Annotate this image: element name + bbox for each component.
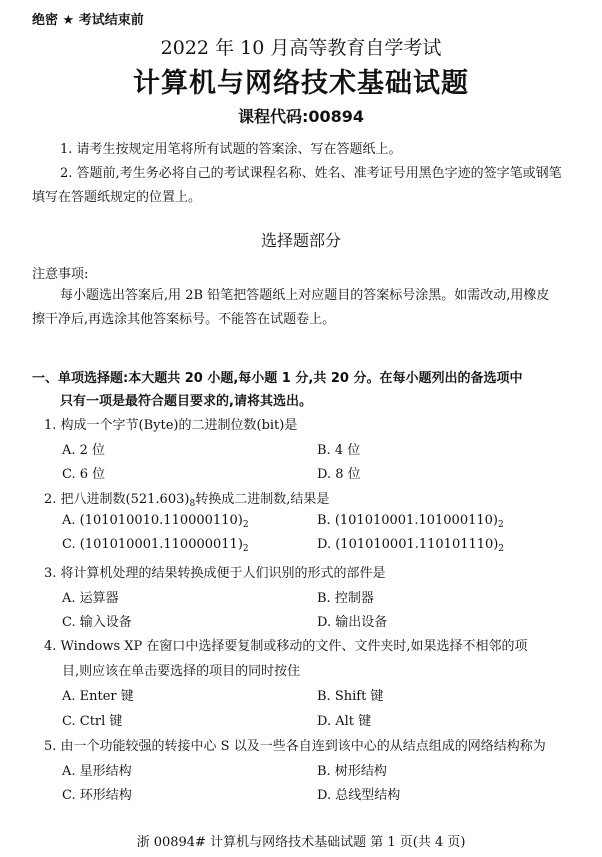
question-2-radix: 8	[189, 499, 196, 509]
question-4-option-a: A. Enter 键	[62, 689, 134, 704]
page-footer: 浙 00894# 计算机与网络技术基础试题 第 1 页(共 4 页)	[136, 835, 466, 850]
question-2-option-d	[317, 537, 504, 554]
question-4-option-c: C. Ctrl 键	[62, 714, 123, 729]
course-code: 课程代码:00894	[237, 107, 365, 126]
part-heading-line-2: 只有一项是最符合题目要求的,请将其选出。	[60, 394, 312, 409]
question-3-option-b: B. 控制器	[317, 591, 374, 606]
part-heading-line-1: 一、单项选择题:本大题共 20 小题,每小题 1 分,共 20 分。在每小题列出的备选项中	[32, 371, 523, 386]
question-2-option-c	[62, 537, 249, 554]
question-1-option-a: A. 2 位	[62, 443, 106, 458]
instruction-line-1: 1. 请考生按规定用笔将所有试题的答案涂、写在答题纸上。	[60, 142, 402, 157]
question-1-option-d: D. 8 位	[317, 467, 361, 482]
instruction-line-3: 填写在答题纸规定的位置上。	[32, 190, 202, 205]
instruction-line-2: 2. 答题前,考生务必将自己的考试课程名称、姓名、准考证号用黑色字迹的签字笔或钢笔	[60, 166, 562, 181]
question-2-option-d-radix: 2	[498, 544, 505, 554]
question-1-option-c: C. 6 位	[62, 467, 106, 482]
question-2-stem-pre: 2. 把八进制数(521.603)	[44, 492, 190, 507]
attention-line-1: 每小题选出答案后,用 2B 铅笔把答题纸上对应题目的答案标号涂黑。如需改动,用橡皮	[60, 288, 550, 303]
question-2-option-a	[62, 513, 249, 530]
question-5-option-d: D. 总线型结构	[317, 788, 401, 803]
question-2-option-b-radix: 2	[497, 520, 504, 530]
question-5-option-b: B. 树形结构	[317, 764, 387, 779]
question-5-option-c: C. 环形结构	[62, 788, 132, 803]
question-3-option-a: A. 运算器	[62, 591, 119, 606]
exam-title: 2022 年 10 月高等教育自学考试	[160, 37, 442, 59]
question-2-option-c-radix: 2	[242, 544, 249, 554]
question-2-option-b	[317, 513, 504, 530]
question-4-stem-line-2: 目,则应该在单击要选择的项目的同时按住	[62, 664, 301, 679]
question-4-option-d: D. Alt 键	[317, 714, 372, 729]
section-heading: 选择题部分	[260, 231, 341, 250]
question-2-option-b-text: B. (101010001.101000110)	[317, 513, 498, 528]
question-1-option-b: B. 4 位	[317, 443, 361, 458]
subject-title: 计算机与网络技术基础试题	[133, 68, 469, 99]
question-3-option-c: C. 输入设备	[62, 615, 132, 630]
confidential-mark: 绝密 ★ 考试结束前	[32, 13, 144, 28]
question-5-stem: 5. 由一个功能较强的转接中心 S 以及一些各自连到该中心的从结点组成的网络结构称为	[44, 739, 546, 754]
question-2-option-c-text: C. (101010001.110000011)	[62, 537, 243, 552]
question-4-stem-line-1: 4. Windows XP 在窗口中选择要复制或移动的文件、文件夹时,如果选择不相邻的项	[44, 639, 528, 654]
question-2-option-d-text: D. (101010001.110101110)	[317, 537, 499, 552]
question-2-stem-post: 转换成二进制数,结果是	[195, 492, 330, 507]
question-2-option-a-text: A. (101010010.110000110)	[62, 513, 243, 528]
attention-label: 注意事项:	[32, 267, 89, 282]
question-2-option-a-radix: 2	[242, 520, 249, 530]
question-2-stem	[44, 488, 329, 509]
attention-line-2: 擦干净后,再选涂其他答案标号。不能答在试题卷上。	[32, 312, 336, 327]
question-4-option-b: B. Shift 键	[317, 689, 384, 704]
question-3-option-d: D. 输出设备	[317, 615, 388, 630]
question-3-stem: 3. 将计算机处理的结果转换成便于人们识别的形式的部件是	[44, 566, 386, 581]
question-5-option-a: A. 星形结构	[62, 764, 132, 779]
question-1-stem: 1. 构成一个字节(Byte)的二进制位数(bit)是	[44, 418, 298, 433]
